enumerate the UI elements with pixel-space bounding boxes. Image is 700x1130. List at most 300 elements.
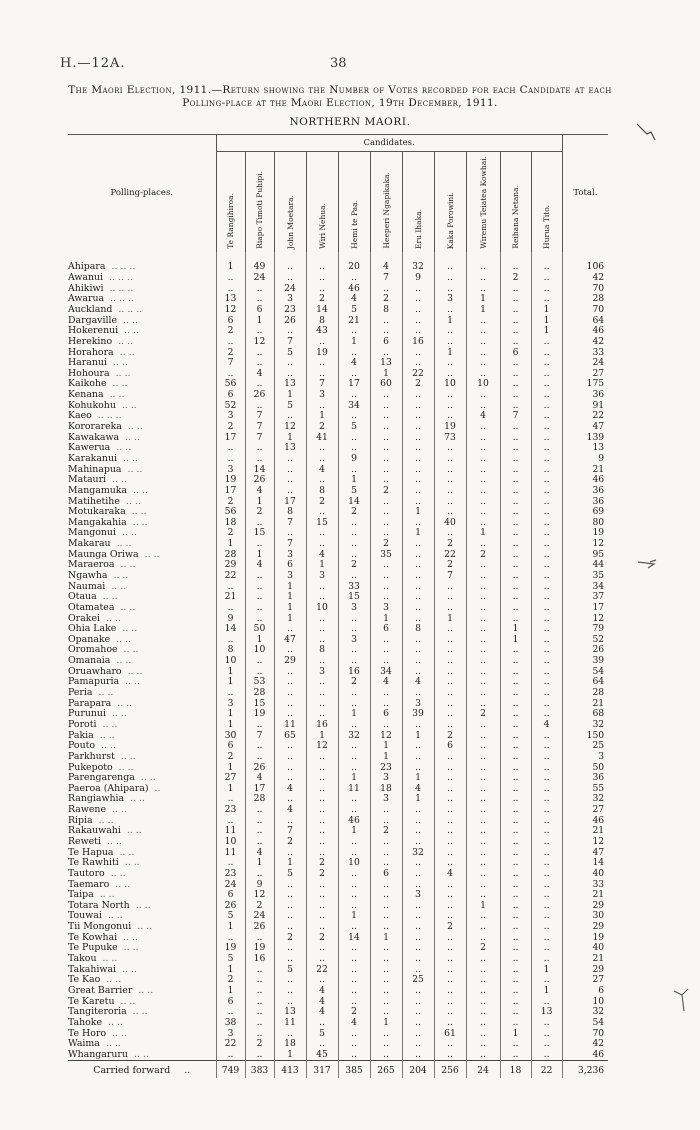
polling-place-cell (68, 603, 216, 614)
dot-leader: .. .. (127, 464, 143, 475)
row-total-cell: 35 (562, 571, 608, 582)
vote-count-cell: 10 (216, 656, 245, 667)
row-total-cell: 13 (562, 443, 608, 454)
vote-count-cell: .. (500, 422, 531, 433)
vote-count-cell: 10 (245, 645, 274, 656)
vote-count-cell: .. (531, 890, 562, 901)
vote-count-cell: 1 (402, 507, 434, 518)
polling-place-name: Tahoke (68, 1017, 103, 1028)
vote-count-cell: .. (245, 997, 274, 1008)
row-total-cell: 10 (562, 997, 608, 1008)
vote-count-cell: .. (402, 911, 434, 922)
vote-count-cell: .. (402, 550, 434, 561)
vote-count-cell: .. (370, 997, 402, 1008)
vote-count-cell: .. (500, 454, 531, 465)
polling-place-cell (68, 794, 216, 805)
vote-count-cell: 4 (306, 997, 338, 1008)
vote-count-cell: .. (402, 496, 434, 507)
vote-count-cell: .. (434, 645, 466, 656)
vote-count-cell: .. (402, 614, 434, 625)
carried-forward-row (68, 1061, 608, 1079)
vote-count-cell: .. (500, 390, 531, 401)
vote-count-cell: .. (245, 965, 274, 976)
vote-count-cell: 22 (216, 571, 245, 582)
vote-count-cell: .. (434, 784, 466, 795)
vote-count-cell: .. (531, 337, 562, 348)
vote-count-cell: 6 (500, 348, 531, 359)
polling-place-cell (68, 954, 216, 965)
vote-count-cell: 12 (274, 422, 306, 433)
table-row (68, 773, 608, 784)
dot-leader: .. .. (106, 975, 122, 986)
vote-count-cell: .. (245, 326, 274, 337)
row-total-cell: 55 (562, 784, 608, 795)
vote-count-cell: .. (338, 624, 370, 635)
table-row (68, 592, 608, 603)
vote-count-cell: .. (274, 475, 306, 486)
vote-count-cell: .. (466, 433, 500, 444)
vote-count-cell: .. (466, 539, 500, 550)
vote-count-cell: .. (500, 933, 531, 944)
vote-count-cell: .. (466, 592, 500, 603)
vote-count-cell: .. (274, 1029, 306, 1040)
vote-count-cell: .. (274, 816, 306, 827)
dot-leader: .. .. (118, 336, 134, 347)
vote-count-cell: 17 (245, 784, 274, 795)
vote-count-cell: .. (500, 720, 531, 731)
vote-count-cell: .. (466, 454, 500, 465)
polling-place-name: Tangiteroria (68, 1007, 127, 1018)
row-total-cell: 12 (562, 614, 608, 625)
vote-count-cell: .. (434, 284, 466, 295)
vote-count-cell: .. (500, 1039, 531, 1050)
polling-place-name: Rawene (68, 805, 107, 816)
dot-leader: .. .. (123, 315, 138, 326)
vote-count-cell: 50 (245, 624, 274, 635)
vote-count-cell: .. (306, 975, 338, 986)
vote-count-cell: 26 (245, 475, 274, 486)
candidate-header (466, 152, 500, 253)
vote-count-cell: .. (402, 316, 434, 327)
vote-count-cell: .. (531, 475, 562, 486)
vote-count-cell: 5 (274, 401, 306, 412)
vote-count-cell: .. (338, 975, 370, 986)
vote-count-cell: 15 (245, 528, 274, 539)
vote-count-cell: .. (338, 411, 370, 422)
vote-count-cell: .. (338, 1050, 370, 1061)
row-total-cell: 37 (562, 592, 608, 603)
vote-count-cell: .. (466, 507, 500, 518)
vote-count-cell: .. (370, 858, 402, 869)
vote-count-cell: .. (216, 454, 245, 465)
vote-count-cell: .. (500, 816, 531, 827)
vote-count-cell: .. (434, 699, 466, 710)
vote-count-cell: 23 (216, 805, 245, 816)
row-total-cell: 24 (562, 358, 608, 369)
vote-count-cell: .. (500, 688, 531, 699)
polling-place-name: Dargaville (68, 315, 118, 326)
dot-leader: .. .. .. (109, 283, 134, 294)
table-row (68, 1018, 608, 1029)
row-total-cell: 91 (562, 401, 608, 412)
vote-count-cell: .. (216, 603, 245, 614)
vote-count-cell: .. (434, 528, 466, 539)
polling-place-name: Ripia (68, 815, 93, 826)
vote-count-cell: .. (500, 1007, 531, 1018)
polling-place-cell (68, 667, 216, 678)
dot-leader: .. .. (112, 805, 127, 816)
polling-place-cell (68, 763, 216, 774)
vote-count-cell: .. (370, 1039, 402, 1050)
vote-count-cell: 1 (216, 667, 245, 678)
table-row (68, 997, 608, 1008)
polling-place-name: Mangakahia (68, 517, 127, 528)
vote-count-cell: .. (500, 496, 531, 507)
carried-forward-count: 256 (434, 1061, 466, 1079)
vote-count-cell: .. (500, 571, 531, 582)
vote-count-cell: 17 (216, 433, 245, 444)
vote-count-cell: .. (370, 1029, 402, 1040)
polling-place-name: Ngawha (68, 570, 108, 581)
polling-place-cell (68, 975, 216, 986)
table-row (68, 475, 608, 486)
vote-count-cell: .. (306, 1039, 338, 1050)
vote-count-cell: 22 (434, 550, 466, 561)
row-total-cell: 44 (562, 560, 608, 571)
vote-count-cell: .. (434, 794, 466, 805)
polling-place-name: Pukepoto (68, 762, 113, 773)
vote-count-cell: .. (500, 965, 531, 976)
vote-count-cell: .. (338, 922, 370, 933)
vote-count-cell: .. (274, 528, 306, 539)
vote-count-cell: .. (306, 763, 338, 774)
vote-count-cell: .. (402, 1018, 434, 1029)
vote-count-cell: .. (531, 560, 562, 571)
vote-count-cell: .. (466, 337, 500, 348)
carried-forward-count: 383 (245, 1061, 274, 1079)
vote-count-cell: .. (500, 326, 531, 337)
vote-count-cell: .. (500, 837, 531, 848)
table-row (68, 816, 608, 827)
polling-place-name: Tautoro (68, 868, 105, 879)
vote-count-cell: .. (402, 837, 434, 848)
polling-place-cell (68, 560, 216, 571)
dot-leader: .. .. (123, 645, 139, 656)
vote-count-cell: .. (434, 997, 466, 1008)
vote-count-cell: 13 (216, 294, 245, 305)
vote-count-cell: .. (306, 528, 338, 539)
page-header (0, 0, 700, 130)
vote-count-cell: 7 (274, 337, 306, 348)
vote-count-cell: 56 (216, 379, 245, 390)
vote-count-cell: .. (306, 454, 338, 465)
vote-count-cell: .. (274, 709, 306, 720)
vote-count-cell: .. (402, 869, 434, 880)
carried-forward-count: 204 (402, 1061, 434, 1079)
vote-count-cell: 1 (370, 933, 402, 944)
vote-count-cell: .. (466, 720, 500, 731)
table-row (68, 614, 608, 625)
carried-forward-label-cell (68, 1061, 216, 1079)
vote-count-cell: .. (531, 496, 562, 507)
vote-count-cell: 2 (216, 422, 245, 433)
vote-count-cell: 6 (216, 316, 245, 327)
vote-count-cell: .. (402, 645, 434, 656)
vote-count-cell: .. (245, 837, 274, 848)
vote-count-cell: .. (338, 443, 370, 454)
vote-count-cell: .. (216, 933, 245, 944)
polling-place-cell (68, 1029, 216, 1040)
vote-count-cell: 26 (245, 922, 274, 933)
vote-count-cell: 4 (245, 369, 274, 380)
vote-count-cell: 47 (274, 635, 306, 646)
vote-count-cell: .. (531, 539, 562, 550)
table-row (68, 603, 608, 614)
vote-count-cell: .. (531, 358, 562, 369)
vote-count-cell: 18 (274, 1039, 306, 1050)
vote-count-cell: .. (466, 986, 500, 997)
vote-count-cell: 4 (306, 986, 338, 997)
vote-count-cell: .. (466, 763, 500, 774)
vote-count-cell: .. (500, 763, 531, 774)
row-total-cell: 150 (562, 731, 608, 742)
carried-forward-label: Carried forward (93, 1065, 171, 1077)
row-total-cell: 46 (562, 475, 608, 486)
table-spacer-row (68, 252, 608, 262)
vote-count-cell: .. (531, 667, 562, 678)
vote-count-cell: .. (306, 922, 338, 933)
vote-count-cell: .. (500, 560, 531, 571)
table-row (68, 731, 608, 742)
vote-count-cell: 1 (338, 475, 370, 486)
vote-count-cell: .. (338, 614, 370, 625)
table-row (68, 539, 608, 550)
vote-count-cell: .. (274, 699, 306, 710)
vote-count-cell: 65 (274, 731, 306, 742)
polling-place-name: Peria (68, 688, 93, 699)
dot-leader: .. .. (101, 741, 116, 752)
vote-count-cell: 4 (245, 848, 274, 859)
vote-count-cell: 19 (245, 709, 274, 720)
vote-count-cell: 33 (338, 582, 370, 593)
return-title: The Maori Election, 1911.—Return showing the Number of Votes recorded for each Candidate at each Polling-place at the Maori Election, 19th December, 1911. (68, 84, 612, 109)
polling-place-cell (68, 348, 216, 359)
vote-count-cell: .. (500, 369, 531, 380)
vote-count-cell: .. (306, 880, 338, 891)
polling-place-name: Paeroa (Ahipara) (68, 783, 149, 794)
table-row (68, 443, 608, 454)
vote-count-cell: .. (370, 975, 402, 986)
table-row (68, 316, 608, 327)
vote-count-cell: .. (500, 401, 531, 412)
margin-mark (635, 122, 659, 144)
vote-count-cell: 7 (370, 273, 402, 284)
vote-count-cell: .. (338, 1039, 370, 1050)
dot-leader: .. .. (99, 730, 115, 741)
vote-count-cell: 2 (274, 933, 306, 944)
vote-count-cell: 10 (216, 837, 245, 848)
polling-place-name: Kawakawa (68, 432, 120, 443)
vote-count-cell: .. (274, 688, 306, 699)
vote-count-cell: .. (500, 826, 531, 837)
polling-place-name: Reweti (68, 836, 101, 847)
vote-count-cell: .. (402, 752, 434, 763)
polling-place-cell (68, 433, 216, 444)
row-total-cell: 22 (562, 411, 608, 422)
vote-count-cell: .. (402, 348, 434, 359)
polling-place-cell (68, 305, 216, 316)
vote-count-cell: .. (306, 890, 338, 901)
vote-count-cell: .. (531, 816, 562, 827)
vote-count-cell: .. (466, 805, 500, 816)
vote-count-cell: 11 (216, 826, 245, 837)
polling-place-cell (68, 784, 216, 795)
row-total-cell: 46 (562, 1050, 608, 1061)
vote-count-cell: .. (466, 582, 500, 593)
candidate-header (370, 152, 402, 253)
polling-place-cell (68, 677, 216, 688)
dot-leader: .. .. (107, 911, 123, 922)
vote-count-cell: 10 (434, 379, 466, 390)
vote-count-cell: 2 (306, 496, 338, 507)
polling-place-cell (68, 358, 216, 369)
table-row (68, 677, 608, 688)
vote-count-cell: 3 (306, 390, 338, 401)
vote-count-cell: .. (434, 603, 466, 614)
vote-count-cell: .. (434, 943, 466, 954)
table-row (68, 273, 608, 284)
vote-count-cell: .. (216, 337, 245, 348)
vote-count-cell: 40 (434, 518, 466, 529)
vote-count-cell: .. (306, 369, 338, 380)
polling-place-cell (68, 528, 216, 539)
vote-count-cell: 3 (274, 294, 306, 305)
vote-count-cell: .. (500, 550, 531, 561)
vote-count-cell: 1 (434, 348, 466, 359)
vote-count-cell: .. (402, 858, 434, 869)
dot-leader: .. .. (118, 762, 134, 773)
polling-place-name: Mangonui (68, 528, 116, 539)
table-row (68, 1007, 608, 1018)
row-total-cell: 30 (562, 911, 608, 922)
vote-count-cell: .. (402, 571, 434, 582)
table-row (68, 1029, 608, 1040)
vote-count-cell: .. (500, 539, 531, 550)
vote-count-cell: .. (370, 592, 402, 603)
vote-count-cell: .. (245, 582, 274, 593)
vote-count-cell: .. (531, 273, 562, 284)
vote-count-cell: 8 (216, 645, 245, 656)
vote-count-cell: .. (531, 1050, 562, 1061)
vote-count-cell: .. (500, 528, 531, 539)
polling-place-cell (68, 709, 216, 720)
vote-count-cell: .. (531, 784, 562, 795)
table-row (68, 890, 608, 901)
vote-count-cell: 2 (434, 922, 466, 933)
vote-count-cell: 32 (402, 848, 434, 859)
vote-count-cell: .. (402, 443, 434, 454)
vote-count-cell: .. (466, 1039, 500, 1050)
polling-place-cell (68, 997, 216, 1008)
votes-table (68, 134, 608, 1078)
vote-count-cell: .. (370, 571, 402, 582)
vote-count-cell: .. (274, 262, 306, 273)
vote-count-cell: 1 (216, 709, 245, 720)
vote-count-cell: 4 (306, 1007, 338, 1018)
vote-count-cell: .. (434, 1039, 466, 1050)
vote-count-cell: .. (274, 624, 306, 635)
vote-count-cell: 1 (338, 709, 370, 720)
vote-count-cell: .. (402, 954, 434, 965)
vote-count-cell: .. (274, 997, 306, 1008)
vote-count-cell: 1 (402, 794, 434, 805)
vote-count-cell: 34 (370, 667, 402, 678)
polling-place-name: Kohukohu (68, 400, 116, 411)
vote-count-cell: .. (531, 571, 562, 582)
vote-count-cell: .. (216, 1007, 245, 1018)
polling-place-cell (68, 699, 216, 710)
table-row (68, 709, 608, 720)
polling-place-name: Whangaruru (68, 1049, 128, 1060)
polling-place-cell (68, 379, 216, 390)
vote-count-cell: 28 (245, 794, 274, 805)
polling-place-name: Te Rawhiti (68, 858, 119, 869)
vote-count-cell: .. (531, 465, 562, 476)
vote-count-cell: 1 (274, 582, 306, 593)
vote-count-cell: .. (500, 656, 531, 667)
dot-leader: .. .. (123, 932, 139, 943)
vote-count-cell: .. (370, 986, 402, 997)
vote-count-cell: .. (402, 816, 434, 827)
vote-count-cell: .. (466, 869, 500, 880)
row-total-cell: 47 (562, 848, 608, 859)
vote-count-cell: .. (434, 848, 466, 859)
dot-leader: .. .. (105, 613, 121, 624)
row-total-cell: 69 (562, 507, 608, 518)
vote-count-cell: .. (531, 614, 562, 625)
vote-count-cell: .. (338, 954, 370, 965)
vote-count-cell: 24 (245, 273, 274, 284)
vote-count-cell: 9 (216, 614, 245, 625)
vote-count-cell: 1 (531, 965, 562, 976)
vote-count-cell: .. (306, 911, 338, 922)
vote-count-cell: 17 (274, 496, 306, 507)
polling-place-name: Hohoura (68, 368, 110, 379)
vote-count-cell: .. (500, 262, 531, 273)
vote-count-cell: .. (274, 773, 306, 784)
vote-count-cell: 32 (338, 731, 370, 742)
vote-count-cell: 2 (338, 677, 370, 688)
vote-count-cell: 6 (370, 709, 402, 720)
dot-leader: .. .. (105, 1039, 121, 1050)
vote-count-cell: .. (370, 656, 402, 667)
polling-place-cell (68, 571, 216, 582)
vote-count-cell: .. (338, 880, 370, 891)
polling-place-cell (68, 539, 216, 550)
vote-count-cell: .. (306, 284, 338, 295)
dot-leader: .. .. (111, 709, 127, 720)
polling-place-cell (68, 369, 216, 380)
vote-count-cell: .. (306, 539, 338, 550)
vote-count-cell: .. (216, 369, 245, 380)
vote-count-cell: .. (274, 794, 306, 805)
polling-places-header: Polling-places. (68, 135, 216, 253)
vote-count-cell: 13 (531, 1007, 562, 1018)
vote-count-cell: .. (370, 911, 402, 922)
candidate-name: Riapo Timoti Puhipi. (255, 171, 264, 249)
vote-count-cell: .. (306, 262, 338, 273)
vote-count-cell: .. (306, 635, 338, 646)
